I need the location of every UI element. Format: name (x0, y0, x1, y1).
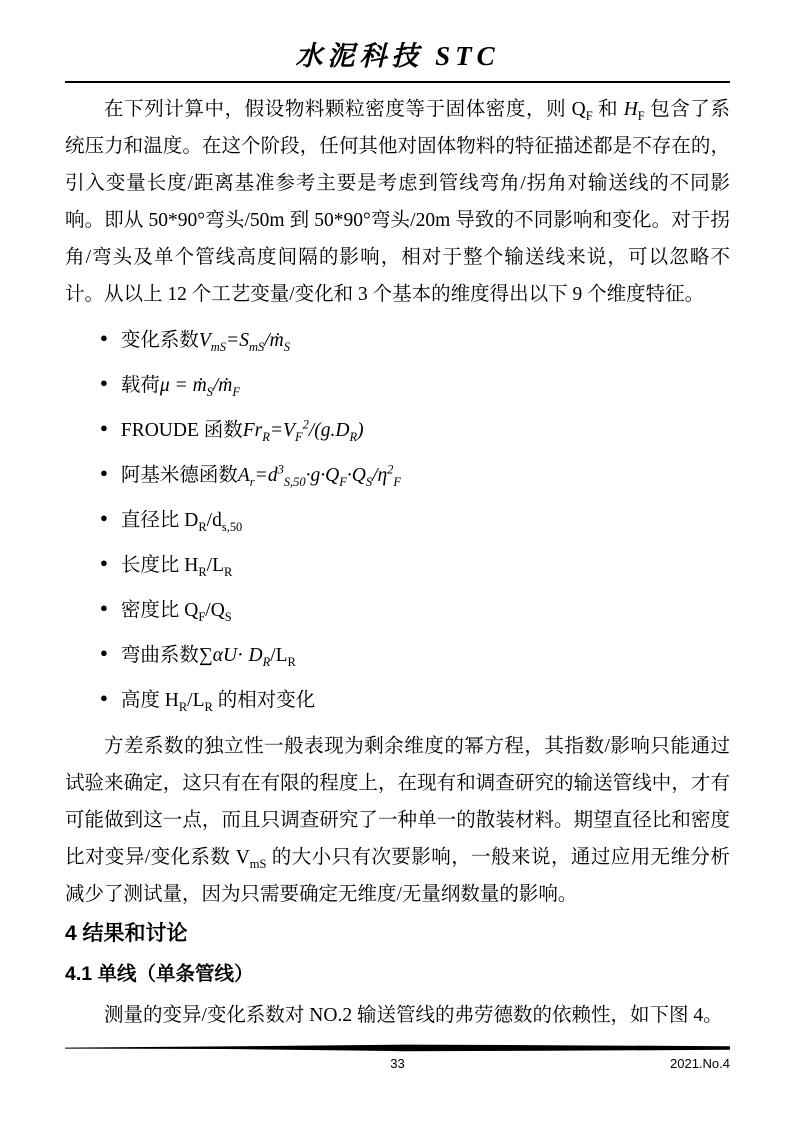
item-label: 直径比 (120, 509, 185, 531)
header-rule (65, 81, 730, 83)
list-item-text (121, 459, 401, 487)
list-item-text (121, 369, 240, 397)
list-item-text (121, 414, 364, 442)
item-label: 载荷 (120, 374, 160, 396)
list-item-bend-coefficient (100, 630, 730, 675)
bullet-icon: ● (100, 419, 108, 435)
list-item-text (121, 549, 232, 577)
list-item-height-relative-change (100, 675, 730, 720)
footer-rule (65, 1044, 730, 1054)
list-item-text (121, 504, 242, 532)
list-item-length-ratio (100, 540, 730, 585)
item-formula: $H_R/L_R$ (164, 689, 213, 714)
item-formula: $H_R/L_R$ (184, 554, 233, 579)
section-heading-results: 4 结果和讨论 (65, 922, 188, 945)
item-formula: μ = ṁ$_S$/ṁ$_F$ (159, 374, 241, 399)
list-item-diameter-ratio (100, 495, 730, 540)
item-label: 高度 (120, 689, 165, 711)
bullet-icon: ● (100, 644, 108, 660)
item-label: 弯曲系数 (120, 644, 199, 666)
bullet-icon: ● (100, 554, 108, 570)
list-item-text (121, 324, 290, 352)
item-formula: $A_r=d^3_{S,50}\cdot g\cdot Q_F\cdot Q_S/\eta^2_F$ (237, 462, 402, 489)
bullet-icon: ● (100, 374, 108, 390)
list-item-text (121, 594, 232, 622)
paragraph-measurement: 测量的变异/变化系数对 NO.2 输送管线的弗劳德数的依赖性，如下图 4。 (104, 1005, 723, 1026)
list-item-froude-function (100, 405, 730, 450)
item-label: FROUDE 函数 (120, 419, 243, 441)
footer-page-number: 33 (390, 1056, 405, 1071)
item-formula: $Q_F/Q_S$ (184, 599, 232, 624)
list-item-archimedes-function (100, 450, 730, 495)
subsection-heading-single-line: 4.1 单线（单条管线） (65, 963, 254, 985)
journal-title: 水泥科技 STC (295, 41, 500, 71)
item-formula: $D_R/d_{s,50}$ (184, 509, 243, 534)
page-footer (65, 1044, 730, 1072)
footer-row (65, 1055, 730, 1072)
paragraph-variance: 方差系数的独立性一般表现为剩余维度的幂方程，其指数/影响只能通过试验来确定，这只有在有限的程度上，在现有和调查研究的输送管线中，才有可能做到这一点，而且只调查研究了一种单一的散装材料。期望直径比和密度比对变异/变化系数 $V_{mS}$ 的大小只有次要影响，一般来说，通过应用无维分析减少了测试量，因为只需要确定无维度/无量纲数量的影响。 (65, 736, 730, 905)
footer-issue-label: 2021.No.4 (670, 1056, 730, 1071)
bullet-icon: ● (100, 329, 108, 345)
bullet-icon: ● (100, 464, 108, 480)
list-item-load (100, 360, 730, 405)
item-formula: $V_{mS}=S_{mS}/ṁ_S$ (198, 329, 290, 354)
item-label: 密度比 (120, 599, 185, 621)
bullet-icon: ● (100, 689, 108, 705)
list-item-text (121, 639, 296, 667)
bullet-icon: ● (100, 509, 108, 525)
bullet-icon: ● (100, 599, 108, 615)
item-suffix: 的相对变化 (212, 689, 316, 711)
item-formula: $Fr_R=V_F^2/(g.D_R)$ (242, 417, 364, 444)
list-item-text (121, 684, 315, 712)
list-item-variation-coefficient (100, 315, 730, 360)
dimension-feature-list (65, 315, 730, 720)
item-label: 阿基米德函数 (120, 464, 238, 486)
item-formula: $\sum\alpha U\cdot D_R/L_R$ (198, 644, 296, 669)
item-label: 变化系数 (120, 329, 199, 351)
item-label: 长度比 (120, 554, 185, 576)
paragraph-intro: 在下列计算中，假设物料颗粒密度等于固体密度，则 $Q_F$ 和 $H_F$ 包含了系统压力和温度。在这个阶段，任何其他对固体物料的特征描述都是不存在的，引入变量长度/距离基准参考主要是考虑到管线弯角/拐角对输送线的不同影响。即从 50*90°弯头/50m 到 50*90°弯头/20m 导致的不同影响和变化。对于拐角/弯头及单个管线高度间隔的影响，相对于整个输送线来说，可以忽略不计。从以上 12 个工艺变量/变化和 3 个基本的维度得出以下 9 个维度特征。 (65, 99, 730, 305)
document-page (65, 0, 730, 1122)
list-item-density-ratio (100, 585, 730, 630)
